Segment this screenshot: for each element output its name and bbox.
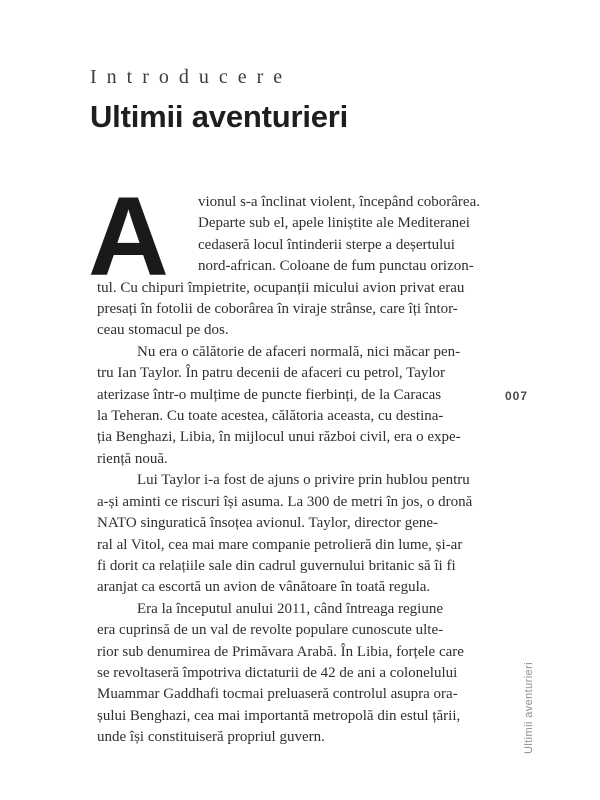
text-line: Departe sub el, apele liniștite ale Mediteranei — [198, 215, 470, 232]
text-line: era cuprinsă de un val de revolte populare cunoscute ulte- — [97, 622, 444, 639]
paragraph — [97, 342, 512, 470]
chapter-title: Ultimii aventurieri — [90, 99, 349, 134]
text-line: presați în fotolii de coborârea în viraje strânse, care îți întor- — [97, 301, 458, 318]
text-line: nord-african. Coloane de fum punctau orizon- — [198, 258, 474, 275]
text-line: ral al Vitol, cea mai mare companie petrolieră din lume, și-ar — [97, 536, 463, 553]
running-title-vertical: Ultimii aventurieri — [523, 662, 535, 754]
text-line: șului Benghazi, cea mai importantă metropolă din estul țării, — [97, 707, 461, 724]
text-line: a-și aminti ce riscuri își asuma. La 300 de metri în jos, o dronă — [97, 493, 473, 510]
text-line: aterizase într-o mulțime de puncte fierbinți, de la Caracas — [97, 386, 442, 403]
text-line: NATO singuratică însoțea avionul. Taylor, director gene- — [97, 515, 439, 532]
text-line: Muammar Gaddhafi tocmai preluaseră controlul asupra ora- — [97, 686, 458, 703]
chapter-kicker: Introducere — [90, 66, 293, 88]
text-line: riență nouă. — [97, 450, 168, 467]
text-line: fi dorit ca relațiile sale din cadrul guvernului britanic să îi fi — [97, 557, 456, 574]
text-line: cedaseră locul întinderii sterpe a deșertului — [198, 236, 455, 253]
text-line: se revoltaseră împotriva dictaturii de 42 de ani a colonelului — [97, 664, 458, 681]
drop-cap-letter: A — [88, 174, 169, 299]
text-line: unde își constituiseră propriul guvern. — [97, 729, 325, 746]
text-line: Lui Taylor i-a fost de ajuns o privire prin hublou pentru — [137, 472, 470, 489]
text-line: ția Benghazi, Libia, în mijlocul unui război civil, era o expe- — [97, 429, 461, 446]
text-line: tul. Cu chipuri împietrite, ocupanții micului avion privat erau — [97, 279, 465, 296]
paragraph — [97, 599, 512, 749]
page-number: 007 — [505, 389, 529, 403]
text-line: Nu era o călătorie de afaceri normală, nici măcar pen- — [137, 343, 461, 360]
text-line: Era la începutul anului 2011, când întreaga regiune — [137, 600, 443, 617]
text-line: ceau stomacul pe dos. — [97, 322, 229, 339]
text-line: tru Ian Taylor. În patru decenii de afaceri cu petrol, Taylor — [97, 365, 446, 382]
body-text — [88, 174, 512, 749]
text-line: aranjat ca escortă un avion de vânătoare în toată regula. — [97, 579, 431, 596]
paragraph — [97, 470, 512, 598]
text-line: vionul s-a înclinat violent, începând coborârea. — [198, 194, 480, 210]
text-line: la Teheran. Cu toate acestea, călătoria aceasta, cu destina- — [97, 408, 444, 425]
text-column — [88, 0, 512, 749]
text-line: rior sub denumirea de Primăvara Arabă. În Libia, forțele care — [97, 643, 464, 660]
paragraph — [88, 174, 512, 342]
